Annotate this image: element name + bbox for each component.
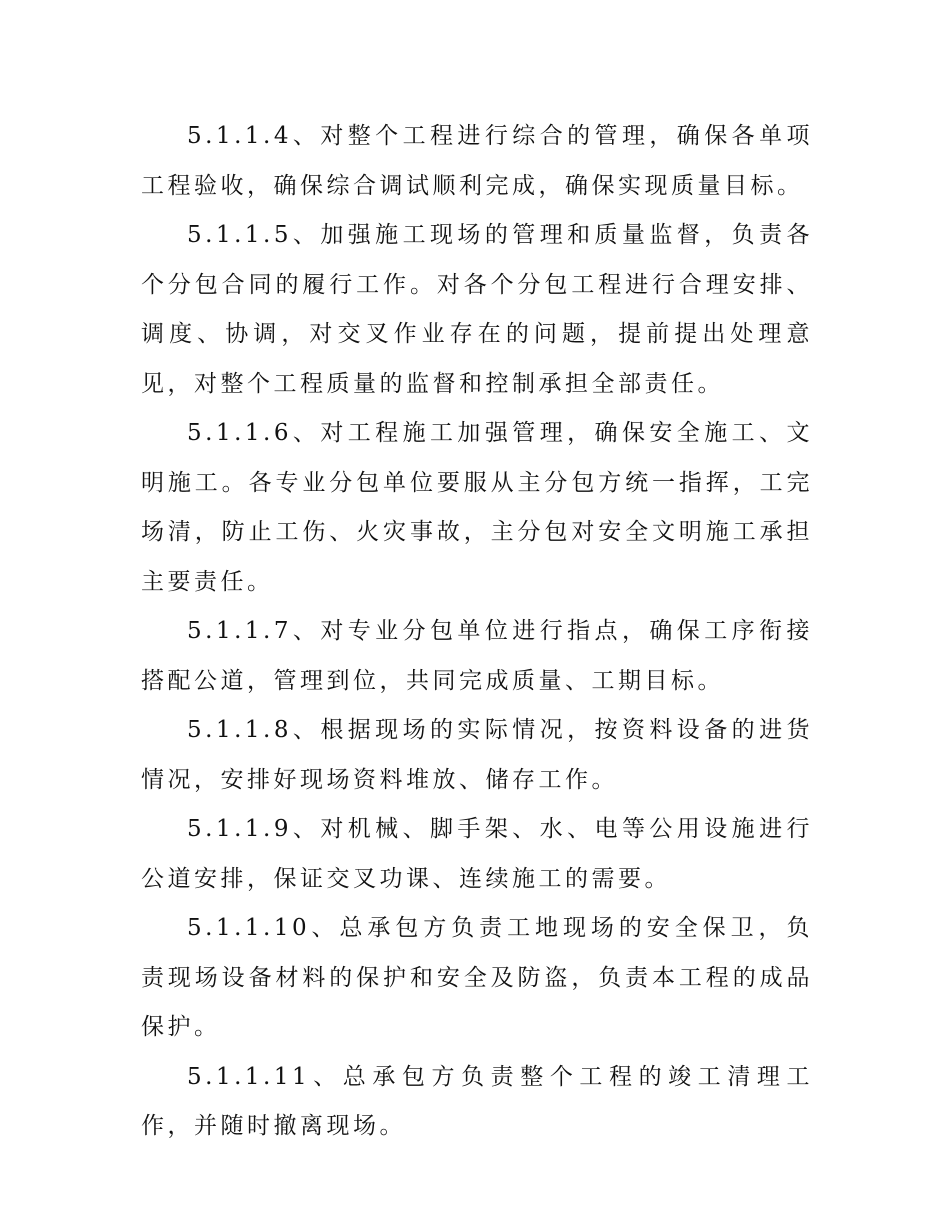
clause-number: 5.1.1.8: [187, 717, 292, 743]
clause-number: 5.1.1.4: [187, 123, 292, 149]
paragraph-5-1-1-4: [141, 112, 813, 211]
paragraph-5-1-1-9: [141, 805, 813, 904]
clause-number: 5.1.1.9: [187, 816, 292, 842]
clause-text: 、根据现场的实际情况，按资料设备的进货情况，安排好现场资料堆放、储存工作。: [141, 717, 813, 793]
clause-number: 5.1.1.10: [187, 915, 311, 941]
clause-text: 、对整个工程进行综合的管理，确保各单项工程验收，确保综合调试顺利完成，确保实现质量目标。: [141, 123, 813, 199]
clause-number: 5.1.1.5: [187, 222, 292, 248]
clause-text: 、对专业分包单位进行指点，确保工序衔接搭配公道，管理到位，共同完成质量、工期目标。: [141, 618, 813, 694]
document-body: [141, 112, 813, 1152]
paragraph-5-1-1-10: [141, 904, 813, 1053]
clause-text: 、对工程施工加强管理，确保安全施工、文明施工。各专业分包单位要服从主分包方统一指挥，工完场清，防止工伤、火灾事故，主分包对安全文明施工承担主要责任。: [141, 420, 813, 595]
clause-number: 5.1.1.6: [187, 420, 292, 446]
paragraph-5-1-1-7: [141, 607, 813, 706]
paragraph-5-1-1-6: [141, 409, 813, 607]
clause-text: 、总承包方负责整个工程的竣工清理工作，并随时撤离现场。: [141, 1063, 813, 1139]
paragraph-5-1-1-5: [141, 211, 813, 409]
paragraph-5-1-1-8: [141, 706, 813, 805]
clause-number: 5.1.1.11: [187, 1063, 311, 1090]
clause-text: 、对机械、脚手架、水、电等公用设施进行公道安排，保证交叉功课、连续施工的需要。: [141, 816, 813, 892]
paragraph-5-1-1-11: [141, 1053, 813, 1152]
clause-text: 、总承包方负责工地现场的安全保卫，负责现场设备材料的保护和安全及防盗，负责本工程的成品保护。: [141, 915, 813, 1040]
clause-text: 、加强施工现场的管理和质量监督，负责各个分包合同的履行工作。对各个分包工程进行合理安排、调度、协调，对交叉作业存在的问题，提前提出处理意见，对整个工程质量的监督和控制承担全部责任。: [141, 222, 813, 397]
clause-number: 5.1.1.7: [187, 618, 292, 644]
